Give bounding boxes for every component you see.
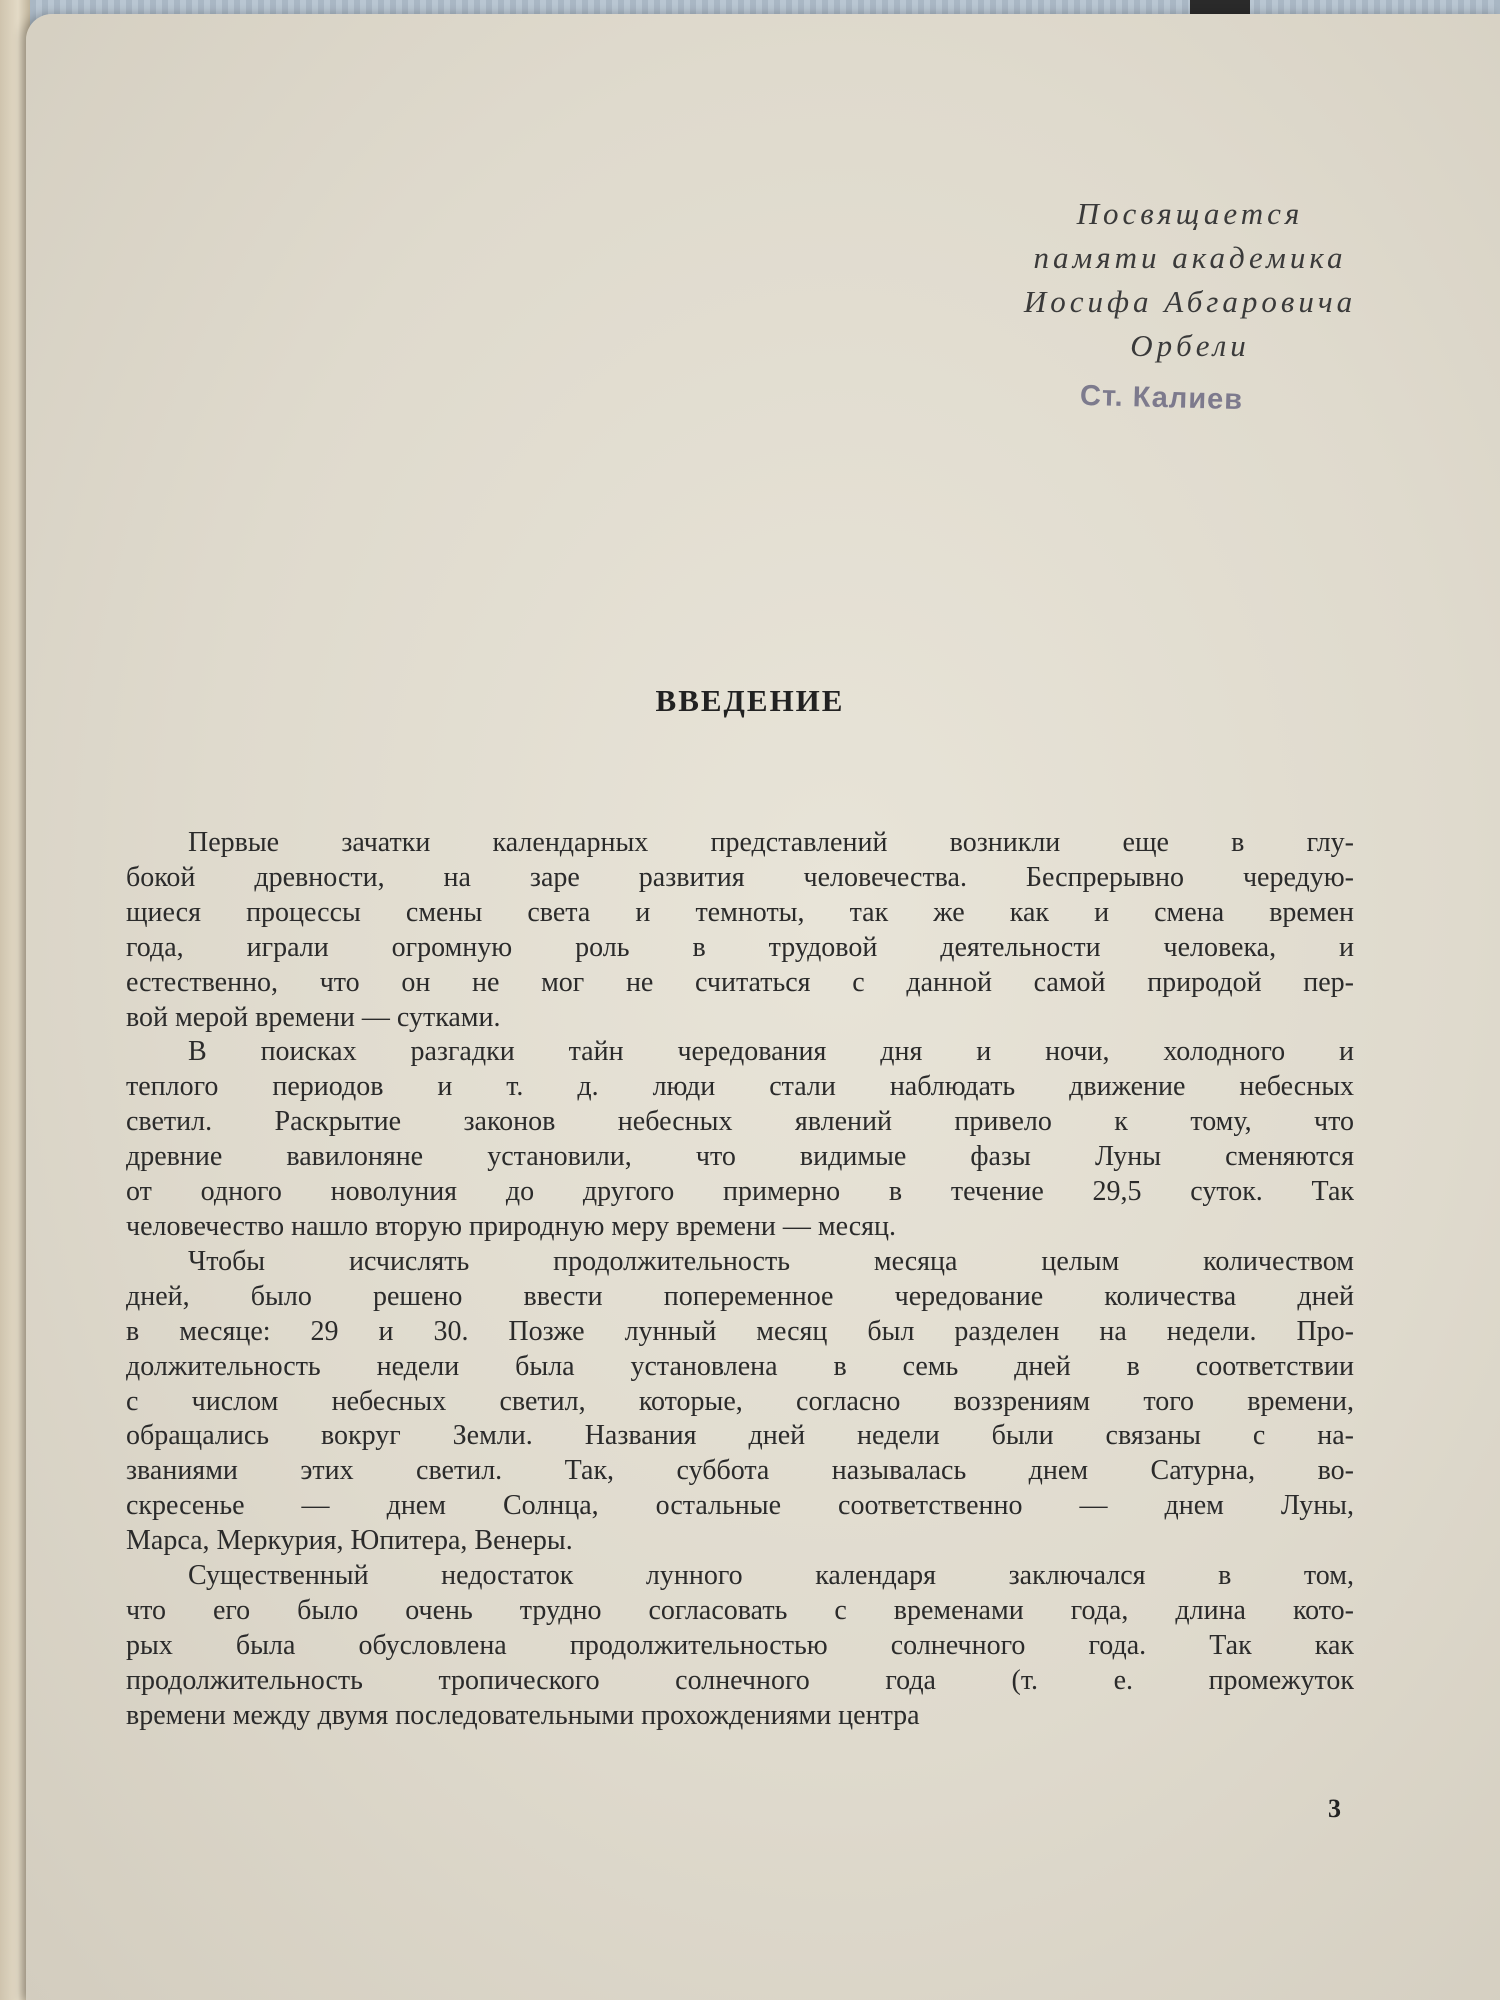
paragraph [126, 1245, 1354, 1559]
text-line: рых была обусловлена продолжительностью солнечного года. Так как [126, 1629, 1354, 1661]
text-line: что его было очень трудно согласовать с временами года, длина кото- [126, 1594, 1354, 1626]
paragraph [126, 1035, 1354, 1244]
text-line: светил. Раскрытие законов небесных явлений привело к тому, что [126, 1106, 1354, 1138]
chapter-heading: ВВЕДЕНИЕ [655, 683, 845, 718]
text-line: скресенье — днем Солнца, остальные соответственно — днем Луны, [126, 1490, 1354, 1522]
dedication [960, 192, 1420, 368]
text-line: званиями этих светил. Так, суббота называлась днем Сатурна, во- [126, 1455, 1354, 1487]
text-line: Чтобы исчислять продолжительность месяца целым количеством [188, 1245, 1354, 1277]
text-line: щиеся процессы смены света и темноты, так же как и смена времен [126, 896, 1354, 928]
text-line: теплого периодов и т. д. люди стали наблюдать движение небесных [126, 1071, 1354, 1103]
paragraph [126, 1559, 1354, 1734]
dedication-line: Иосифа Абгаровича [1023, 284, 1357, 319]
text-line: естественно, что он не мог не считаться с данной самой природой пер- [126, 966, 1354, 998]
text-line: Первые зачатки календарных представлений возникли еще в глу- [188, 827, 1354, 858]
text-line: древние вавилоняне установили, что видимые фазы Луны сменяются [126, 1141, 1354, 1173]
text-line: в месяце: 29 и 30. Позже лунный месяц был разделен на недели. Про- [126, 1315, 1354, 1347]
text-line: времени между двумя последовательными прохождениями центра [126, 1699, 920, 1731]
text-line: В поисках разгадки тайн чередования дня и ночи, холодного и [188, 1036, 1354, 1068]
dedication-line: Посвящается [1076, 196, 1304, 231]
body-text [126, 826, 1354, 1734]
text-line: человечество нашло вторую природную меру времени — месяц. [126, 1210, 897, 1242]
text-line: дней, было решено ввести попеременное чередование количества дней [126, 1280, 1354, 1312]
text-line: с числом небесных светил, которые, согласно воззрениям того времени, [126, 1385, 1354, 1417]
text-line: продолжительность тропического солнечного года (т. е. промежуток [126, 1664, 1354, 1696]
text-line: обращались вокруг Земли. Названия дней недели были связаны с на- [126, 1420, 1354, 1452]
dedication-line: памяти академика [1033, 240, 1347, 275]
text-line: Марса, Меркурия, Юпитера, Венеры. [126, 1525, 573, 1557]
ink-stamp: Ст. Калиев [1079, 379, 1244, 417]
text-line: года, играли огромную роль в трудовой деятельности человека, и [126, 931, 1354, 963]
text-line: вой мерой времени — сутками. [126, 1001, 501, 1033]
dedication-line: Орбели [1130, 328, 1250, 363]
text-line: бокой древности, на заре развития человечества. Беспрерывно чередую- [126, 861, 1354, 893]
page-number: 3 [1328, 1794, 1341, 1823]
paragraph [126, 826, 1354, 1035]
text-line: должительность недели была установлена в семь дней в соответствии [126, 1350, 1354, 1382]
text-line: от одного новолуния до другого примерно в течение 29,5 суток. Так [126, 1176, 1354, 1208]
text-line: Существенный недостаток лунного календаря заключался в том, [188, 1560, 1354, 1592]
